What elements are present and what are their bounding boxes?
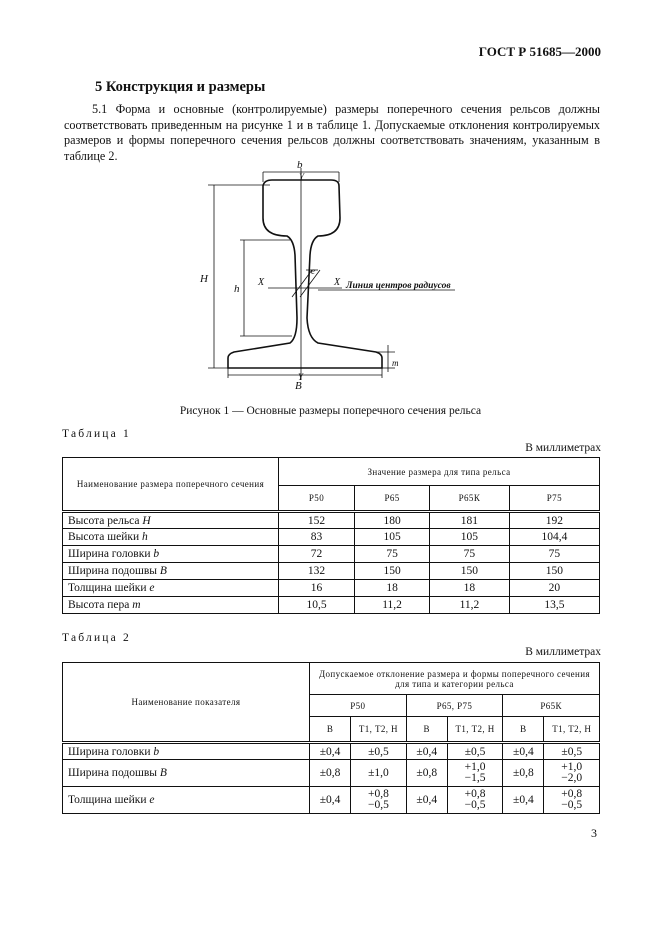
tolerance-cell xyxy=(351,743,406,760)
table1 xyxy=(62,457,600,614)
tolerance-cell xyxy=(351,760,406,787)
row-name-text: Высота пера xyxy=(68,599,133,611)
tolerance-value: −1,5 xyxy=(464,772,486,784)
row-value: 104,4 xyxy=(509,529,599,546)
table2-category-header: В xyxy=(310,717,351,743)
tolerance-value: −0,5 xyxy=(561,799,583,811)
table1-header-values: Значение размера для типа рельса xyxy=(279,458,600,486)
tolerance-value: −2,0 xyxy=(561,772,583,784)
row-name xyxy=(63,597,279,614)
row-name-symbol: h xyxy=(141,531,148,543)
row-name-text: Ширина подошвы xyxy=(68,565,160,577)
table2-category-header: Т1, Т2, Н xyxy=(544,717,600,743)
row-name-text: Высота шейки xyxy=(68,531,142,543)
tolerance-values xyxy=(320,747,341,758)
table2-category-header: В xyxy=(406,717,447,743)
tolerance-cell xyxy=(447,760,502,787)
row-value: 150 xyxy=(509,563,599,580)
table1-units: В миллиметрах xyxy=(525,442,601,454)
tolerance-values xyxy=(368,747,389,758)
table1-type-header: Р65 xyxy=(355,486,430,512)
dim-H-label: H xyxy=(200,273,208,285)
table-row xyxy=(63,580,600,597)
row-value: 192 xyxy=(509,512,599,529)
row-name-symbol: B xyxy=(159,565,167,577)
tolerance-values xyxy=(320,768,341,779)
tolerance-values xyxy=(465,747,486,758)
table1-header-name: Наименование размера поперечного сечения xyxy=(63,458,279,512)
tolerance-values xyxy=(416,768,437,779)
row-name-symbol: b xyxy=(153,745,160,758)
row-value: 75 xyxy=(430,546,510,563)
table-row xyxy=(63,546,600,563)
tolerance-value: ±0,8 xyxy=(513,767,534,779)
table1-type-header: Р75 xyxy=(509,486,599,512)
row-name-text: Высота рельса xyxy=(68,514,143,527)
row-value: 13,5 xyxy=(509,597,599,614)
section-title: 5 Конструкция и размеры xyxy=(95,79,266,95)
table2-units: В миллиметрах xyxy=(525,646,601,658)
tolerance-value: +0,8 xyxy=(367,788,389,800)
table2-category-header: Т1, Т2, Н xyxy=(351,717,406,743)
dim-h-label: h xyxy=(234,283,240,295)
tolerance-value: ±0,5 xyxy=(561,745,583,758)
table-row xyxy=(63,787,600,814)
tolerance-value: ±0,8 xyxy=(416,767,438,779)
row-value: 105 xyxy=(430,529,510,546)
tolerance-value: ±0,5 xyxy=(368,745,389,758)
axis-x-right-label: X xyxy=(334,277,341,288)
tolerance-values xyxy=(416,795,437,806)
row-name-symbol: e xyxy=(149,582,155,594)
row-name-symbol: m xyxy=(132,599,141,611)
tolerance-values xyxy=(465,762,486,784)
tolerance-value: +1,0 xyxy=(561,761,583,773)
row-value: 75 xyxy=(355,546,430,563)
table1-type-header: Р65К xyxy=(430,486,510,512)
table2-label: Таблица 2 xyxy=(62,632,131,644)
row-value: 11,2 xyxy=(355,597,430,614)
row-value: 11,2 xyxy=(430,597,510,614)
tolerance-cell xyxy=(310,787,351,814)
tolerance-values xyxy=(561,747,582,758)
table1-type-header: Р50 xyxy=(279,486,355,512)
tolerance-values xyxy=(561,789,582,811)
row-value: 18 xyxy=(355,580,430,597)
axis-y-bottom-label: Y xyxy=(298,372,304,382)
tolerance-value: ±0,8 xyxy=(319,767,341,779)
tolerance-values xyxy=(320,795,341,806)
row-name xyxy=(63,563,279,580)
row-value: 132 xyxy=(279,563,355,580)
row-name-text: Толщина шейки xyxy=(68,794,150,806)
tolerance-values xyxy=(368,768,389,779)
tolerance-value: ±0,5 xyxy=(464,745,486,758)
tolerance-value: ±0,4 xyxy=(513,794,534,806)
figure-caption: Рисунок 1 — Основные размеры поперечного сечения рельса xyxy=(179,405,482,417)
page-number: 3 xyxy=(591,826,597,840)
tolerance-cell xyxy=(503,787,544,814)
tolerance-cell xyxy=(406,787,447,814)
tolerance-value: ±0,4 xyxy=(319,794,341,806)
tolerance-cell xyxy=(447,787,502,814)
row-name-text: Ширина головки xyxy=(68,548,154,560)
table2-category-header: Т1, Т2, Н xyxy=(447,717,502,743)
table-row xyxy=(63,760,600,787)
row-name xyxy=(63,743,310,760)
row-name-text: Ширина головки xyxy=(68,745,154,758)
row-name xyxy=(63,546,279,563)
row-name-symbol: B xyxy=(159,767,167,779)
dim-B-label: B xyxy=(295,380,302,392)
table2 xyxy=(62,662,600,814)
table2-group-header: Р65К xyxy=(503,695,600,717)
tolerance-cell xyxy=(503,743,544,760)
row-name-symbol: H xyxy=(142,514,151,527)
row-value: 180 xyxy=(355,512,430,529)
tolerance-cell xyxy=(406,760,447,787)
tolerance-cell xyxy=(544,760,600,787)
table1-label: Таблица 1 xyxy=(62,428,131,440)
row-value: 83 xyxy=(279,529,355,546)
table-row xyxy=(63,512,600,529)
tolerance-value: +0,8 xyxy=(464,788,486,800)
row-name-text: Ширина подошвы xyxy=(68,767,160,779)
row-value: 72 xyxy=(279,546,355,563)
tolerance-cell xyxy=(351,787,406,814)
table2-group-header: Р50 xyxy=(310,695,407,717)
row-value: 16 xyxy=(279,580,355,597)
row-name xyxy=(63,787,310,814)
table2-group-header: Р65, Р75 xyxy=(406,695,503,717)
row-value: 181 xyxy=(430,512,510,529)
dim-e-label: e xyxy=(311,266,315,276)
tolerance-values xyxy=(368,789,389,811)
table-row xyxy=(63,597,600,614)
row-name xyxy=(63,580,279,597)
tolerance-value: ±0,4 xyxy=(319,745,341,758)
standard-header: ГОСТ Р 51685—2000 xyxy=(478,44,601,59)
table2-header-name: Наименование показателя xyxy=(63,663,310,743)
tolerance-value: +1,0 xyxy=(464,761,486,773)
tolerance-value: −0,5 xyxy=(367,799,389,811)
tolerance-value: −0,5 xyxy=(464,799,486,811)
tolerance-cell xyxy=(310,743,351,760)
row-value: 105 xyxy=(355,529,430,546)
table2-category-header: В xyxy=(503,717,544,743)
row-name xyxy=(63,529,279,546)
body-paragraph: 5.1 Форма и основные (контролируемые) размеры поперечного сечения рельсов должны соответствовать приведенным на рисунке 1 и в таблице 1. Допускаемые отклонения контролируемых размеров и формы поперечного сечения рельсов должны соответствовать значениям, указанным в таблице 2. xyxy=(64,102,600,163)
row-value: 152 xyxy=(279,512,355,529)
table-row xyxy=(63,563,600,580)
tolerance-value: ±0,4 xyxy=(416,794,438,806)
table-row xyxy=(63,529,600,546)
table2-header-values: Допускаемое отклонение размера и формы поперечного сечения для типа и категории рельса xyxy=(310,663,600,695)
tolerance-value: +0,8 xyxy=(561,788,583,800)
dim-b-label: b xyxy=(297,159,303,171)
row-name-symbol: e xyxy=(149,794,155,806)
tolerance-value: ±1,0 xyxy=(368,767,389,779)
dim-m-label: m xyxy=(392,358,399,368)
tolerance-values xyxy=(513,768,534,779)
tolerance-value: ±0,4 xyxy=(513,745,534,758)
row-name-text: Толщина шейки xyxy=(68,582,150,594)
tolerance-values xyxy=(513,795,534,806)
row-value: 18 xyxy=(430,580,510,597)
tolerance-values xyxy=(465,789,486,811)
row-value: 150 xyxy=(355,563,430,580)
row-value: 10,5 xyxy=(279,597,355,614)
line-of-centers-label: Линия центров радиусов xyxy=(346,281,451,291)
row-name-symbol: b xyxy=(153,548,160,560)
tolerance-values xyxy=(561,762,582,784)
tolerance-cell xyxy=(447,743,502,760)
axis-y-top-label: Y xyxy=(299,172,305,182)
tolerance-cell xyxy=(406,743,447,760)
row-name xyxy=(63,760,310,787)
rail-cross-section-figure xyxy=(0,150,661,400)
tolerance-values xyxy=(416,747,437,758)
row-value: 150 xyxy=(430,563,510,580)
table-row xyxy=(63,743,600,760)
tolerance-value: ±0,4 xyxy=(416,745,438,758)
row-value: 75 xyxy=(509,546,599,563)
tolerance-values xyxy=(513,747,534,758)
row-value: 20 xyxy=(509,580,599,597)
rail-profile xyxy=(228,180,382,368)
tolerance-cell xyxy=(544,743,600,760)
axis-x-left-label: X xyxy=(258,277,265,288)
row-name xyxy=(63,512,279,529)
tolerance-cell xyxy=(503,760,544,787)
tolerance-cell xyxy=(544,787,600,814)
tolerance-cell xyxy=(310,760,351,787)
